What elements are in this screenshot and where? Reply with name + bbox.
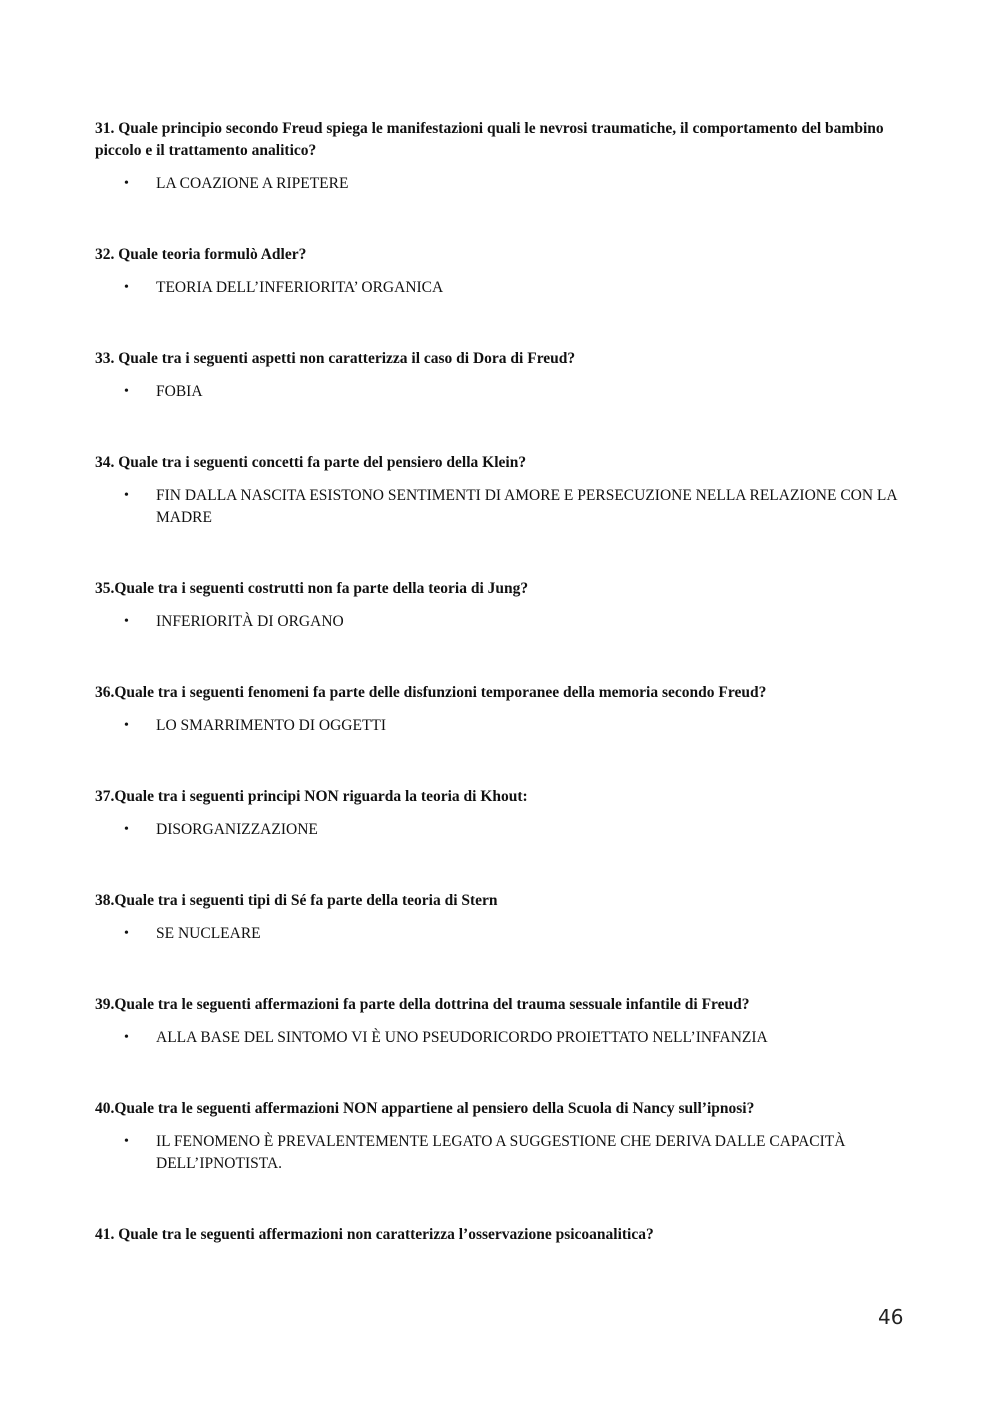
answer-text: FIN DALLA NASCITA ESISTONO SENTIMENTI DI AMORE E PERSECUZIONE NELLA RELAZIONE CON LA MADRE bbox=[156, 487, 897, 526]
answer-item bbox=[95, 611, 910, 633]
answer-item bbox=[95, 277, 910, 299]
bullet-icon: • bbox=[124, 384, 129, 399]
answer-item bbox=[95, 1131, 910, 1175]
answer-item bbox=[95, 381, 910, 403]
question-38: 38.Quale tra i seguenti tipi di Sé fa parte della teoria di Stern bbox=[95, 892, 498, 909]
answer-list bbox=[95, 381, 910, 403]
page-number: 46 bbox=[878, 1305, 904, 1329]
answer-list bbox=[95, 715, 910, 737]
question-33: 33. Quale tra i seguenti aspetti non caratterizza il caso di Dora di Freud? bbox=[95, 350, 576, 367]
answer-list bbox=[95, 923, 910, 945]
bullet-icon: • bbox=[124, 280, 129, 295]
answer-item bbox=[95, 1027, 910, 1049]
answer-text: LA COAZIONE A RIPETERE bbox=[156, 175, 349, 192]
question-35: 35.Quale tra i seguenti costrutti non fa parte della teoria di Jung? bbox=[95, 580, 529, 597]
question-block-31 bbox=[95, 118, 910, 195]
answer-list bbox=[95, 819, 910, 841]
bullet-icon: • bbox=[124, 1030, 129, 1045]
answer-list bbox=[95, 173, 910, 195]
document-page bbox=[95, 118, 910, 1246]
bullet-icon: • bbox=[124, 176, 129, 191]
bullet-icon: • bbox=[124, 1134, 129, 1149]
question-41: 41. Quale tra le seguenti affermazioni non caratterizza l’osservazione psicoanalitica? bbox=[95, 1226, 654, 1243]
question-36: 36.Quale tra i seguenti fenomeni fa parte delle disfunzioni temporanee della memoria secondo Freud? bbox=[95, 684, 767, 701]
question-block-37 bbox=[95, 786, 910, 841]
question-block-40 bbox=[95, 1098, 910, 1175]
bullet-icon: • bbox=[124, 822, 129, 837]
answer-item bbox=[95, 715, 910, 737]
answer-text: INFERIORITÀ DI ORGANO bbox=[156, 613, 344, 630]
question-block-34 bbox=[95, 452, 910, 529]
bullet-icon: • bbox=[124, 718, 129, 733]
answer-text: ALLA BASE DEL SINTOMO VI È UNO PSEUDORICORDO PROIETTATO NELL’INFANZIA bbox=[156, 1029, 768, 1046]
answer-list bbox=[95, 1131, 910, 1175]
bullet-icon: • bbox=[124, 926, 129, 941]
answer-list bbox=[95, 485, 910, 529]
question-block-32 bbox=[95, 244, 910, 299]
answer-text: LO SMARRIMENTO DI OGGETTI bbox=[156, 717, 387, 734]
answer-list bbox=[95, 277, 910, 299]
question-37: 37.Quale tra i seguenti principi NON riguarda la teoria di Khout: bbox=[95, 788, 528, 805]
question-block-38 bbox=[95, 890, 910, 945]
question-block-35 bbox=[95, 578, 910, 633]
answer-text: DISORGANIZZAZIONE bbox=[156, 821, 318, 838]
question-32: 32. Quale teoria formulò Adler? bbox=[95, 246, 307, 263]
bullet-icon: • bbox=[124, 614, 129, 629]
answer-list bbox=[95, 611, 910, 633]
question-31: 31. Quale principio secondo Freud spiega le manifestazioni quali le nevrosi traumatiche, il comportamento del bambino piccolo e il trattamento analitico? bbox=[95, 120, 884, 159]
question-block-33 bbox=[95, 348, 910, 403]
answer-list bbox=[95, 1027, 910, 1049]
question-block-36 bbox=[95, 682, 910, 737]
answer-item bbox=[95, 923, 910, 945]
answer-text: TEORIA DELL’INFERIORITA’ ORGANICA bbox=[156, 279, 444, 296]
bullet-icon: • bbox=[124, 488, 129, 503]
answer-item bbox=[95, 819, 910, 841]
answer-item bbox=[95, 173, 910, 195]
answer-text: IL FENOMENO È PREVALENTEMENTE LEGATO A SUGGESTIONE CHE DERIVA DALLE CAPACITÀ DELL’IPNOTISTA. bbox=[156, 1133, 846, 1172]
question-block-39 bbox=[95, 994, 910, 1049]
answer-text: FOBIA bbox=[156, 383, 203, 400]
question-39: 39.Quale tra le seguenti affermazioni fa parte della dottrina del trauma sessuale infantile di Freud? bbox=[95, 996, 750, 1013]
answer-item bbox=[95, 485, 910, 529]
question-block-41 bbox=[95, 1224, 910, 1246]
question-34: 34. Quale tra i seguenti concetti fa parte del pensiero della Klein? bbox=[95, 454, 527, 471]
answer-text: SE NUCLEARE bbox=[156, 925, 261, 942]
question-40: 40.Quale tra le seguenti affermazioni NON appartiene al pensiero della Scuola di Nancy sull’ipnosi? bbox=[95, 1100, 755, 1117]
